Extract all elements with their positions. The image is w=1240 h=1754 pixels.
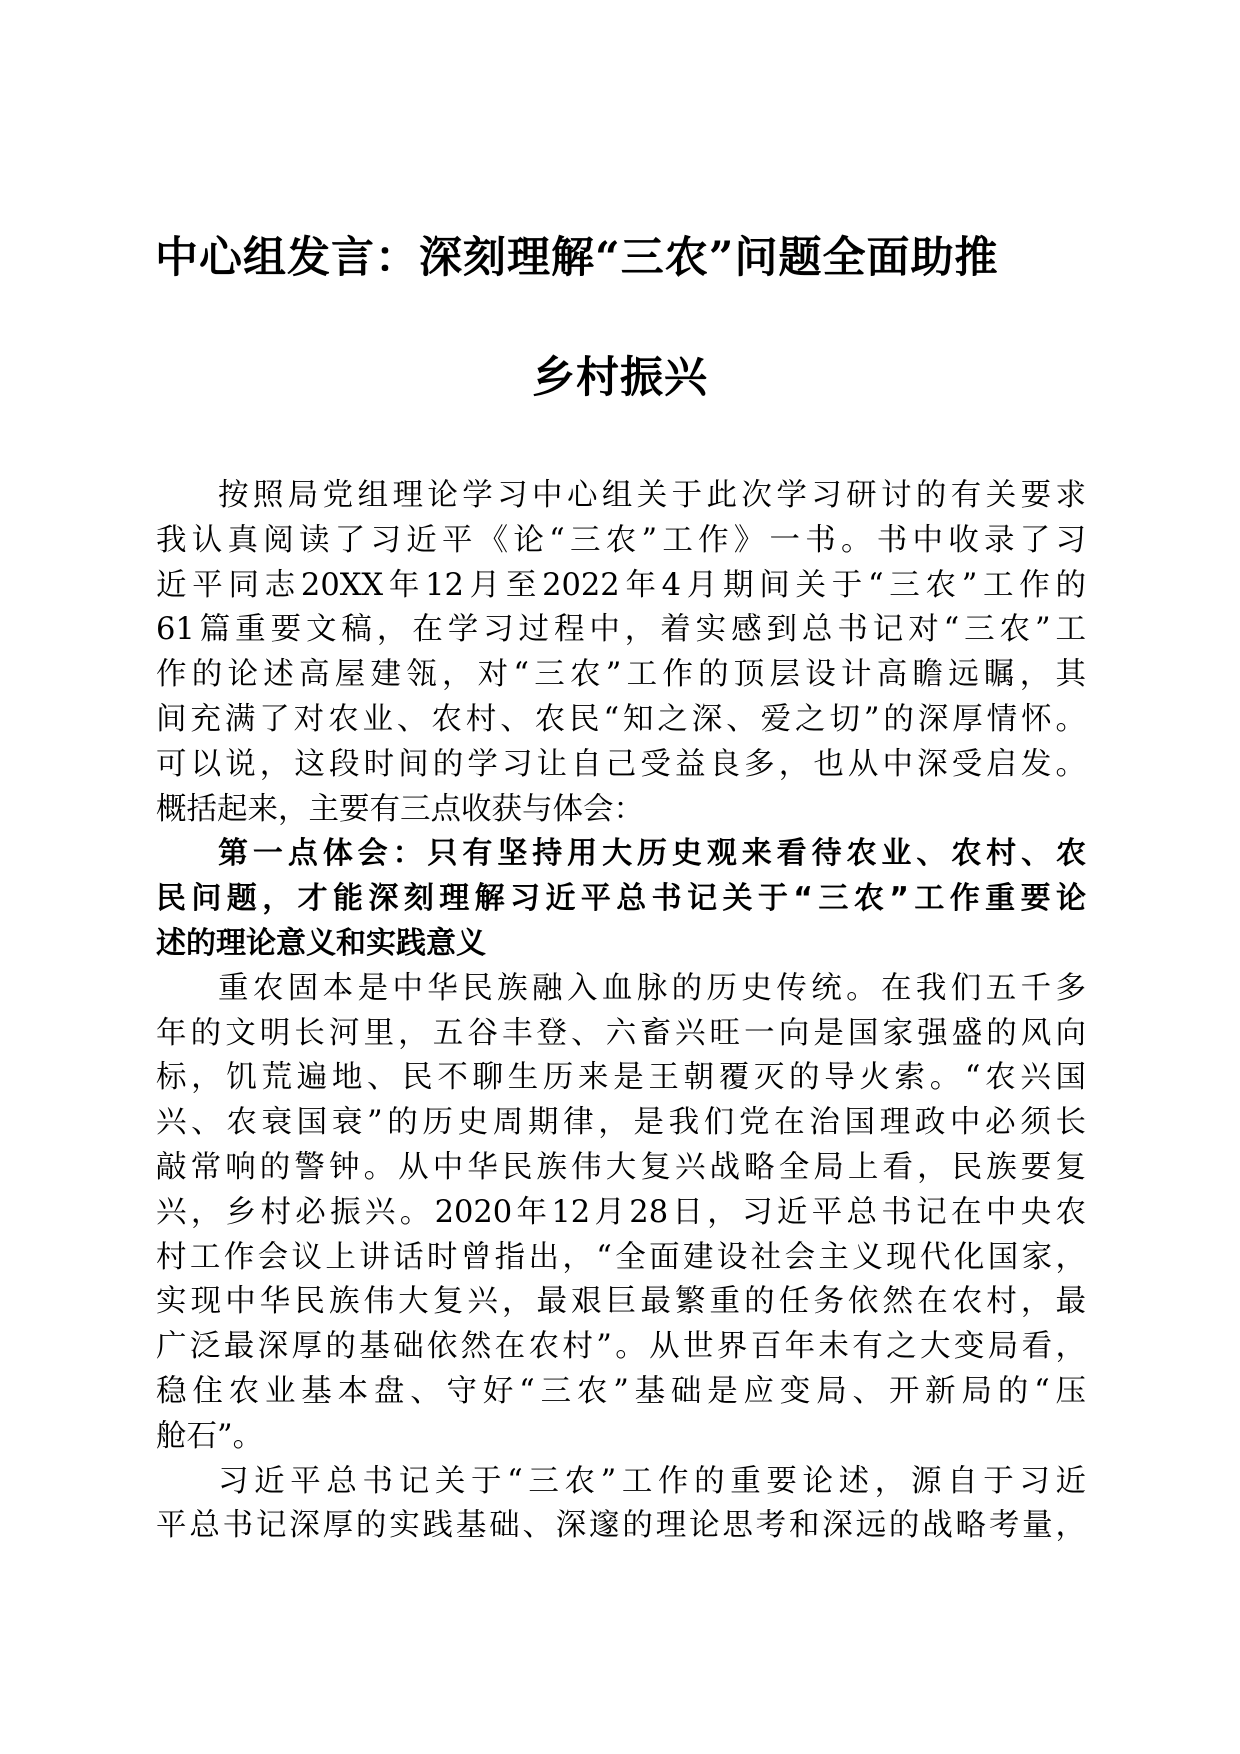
paragraph-1-line: 概括起来，主要有三点收获与体会： [156, 791, 644, 827]
paragraph-1-line: 作的论述高屋建瓴，对“三农”工作的顶层设计高瞻远瞩，其 [156, 657, 1086, 693]
paragraph-3-line: 标，饥荒遍地、民不聊生历来是王朝覆灭的导火索。“农兴国 [156, 1060, 1086, 1096]
paragraph-1-line: 61篇重要文稿，在学习过程中，着实感到总书记对“三农”工 [156, 612, 1086, 648]
paragraph-4-line: 平总书记深厚的实践基础、深邃的理论思考和深远的战略考量， [156, 1508, 1086, 1544]
paragraph-3-line: 年的文明长河里，五谷丰登、六畜兴旺一向是国家强盛的风向 [156, 1015, 1086, 1051]
paragraph-3-line: 敲常响的警钟。从中华民族伟大复兴战略全局上看，民族要复 [156, 1149, 1086, 1185]
paragraph-3-line: 实现中华民族伟大复兴，最艰巨最繁重的任务依然在农村，最 [156, 1284, 1086, 1320]
document-title-line-2: 乡村振兴 [532, 353, 708, 403]
paragraph-3-line: 舱石”。 [156, 1418, 264, 1454]
paragraph-3-line: 重农固本是中华民族融入血脉的历史传统。在我们五千多 [218, 970, 1086, 1006]
paragraph-1-line: 间充满了对农业、农村、农民“知之深、爱之切”的深厚情怀。 [156, 701, 1086, 737]
paragraph-3-line: 兴、农衰国衰”的历史周期律，是我们党在治国理政中必须长 [156, 1105, 1086, 1141]
paragraph-3-line: 稳住农业基本盘、守好“三农”基础是应变局、开新局的“压 [156, 1373, 1086, 1409]
paragraph-1-line: 可以说，这段时间的学习让自己受益良多，也从中深受启发。 [156, 746, 1086, 782]
paragraph-1-line: 我认真阅读了习近平《论“三农”工作》一书。书中收录了习 [156, 522, 1086, 558]
paragraph-3-line: 广泛最深厚的基础依然在农村”。从世界百年未有之大变局看， [156, 1329, 1086, 1365]
paragraph-1-line: 按照局党组理论学习中心组关于此次学习研讨的有关要求 [218, 478, 1086, 513]
section-heading-line: 第一点体会：只有坚持用大历史观来看待农业、农村、农 [218, 836, 1086, 872]
section-heading-line: 民问题，才能深刻理解习近平总书记关于“三农”工作重要论 [156, 881, 1086, 917]
document-title-line-1: 中心组发言：深刻理解“三农”问题全面助推 [155, 233, 999, 283]
paragraph-1-line: 近平同志20XX年12月至2022年4月期间关于“三农”工作的 [156, 567, 1086, 603]
section-heading-line: 述的理论意义和实践意义 [156, 925, 486, 961]
document-body [156, 474, 1086, 1549]
paragraph-3-line: 村工作会议上讲话时曾指出，“全面建设社会主义现代化国家， [156, 1239, 1086, 1275]
paragraph-3-line: 兴，乡村必振兴。2020年12月28日，习近平总书记在中央农 [156, 1194, 1086, 1230]
paragraph-4-line: 习近平总书记关于“三农”工作的重要论述，源自于习近 [218, 1463, 1086, 1499]
